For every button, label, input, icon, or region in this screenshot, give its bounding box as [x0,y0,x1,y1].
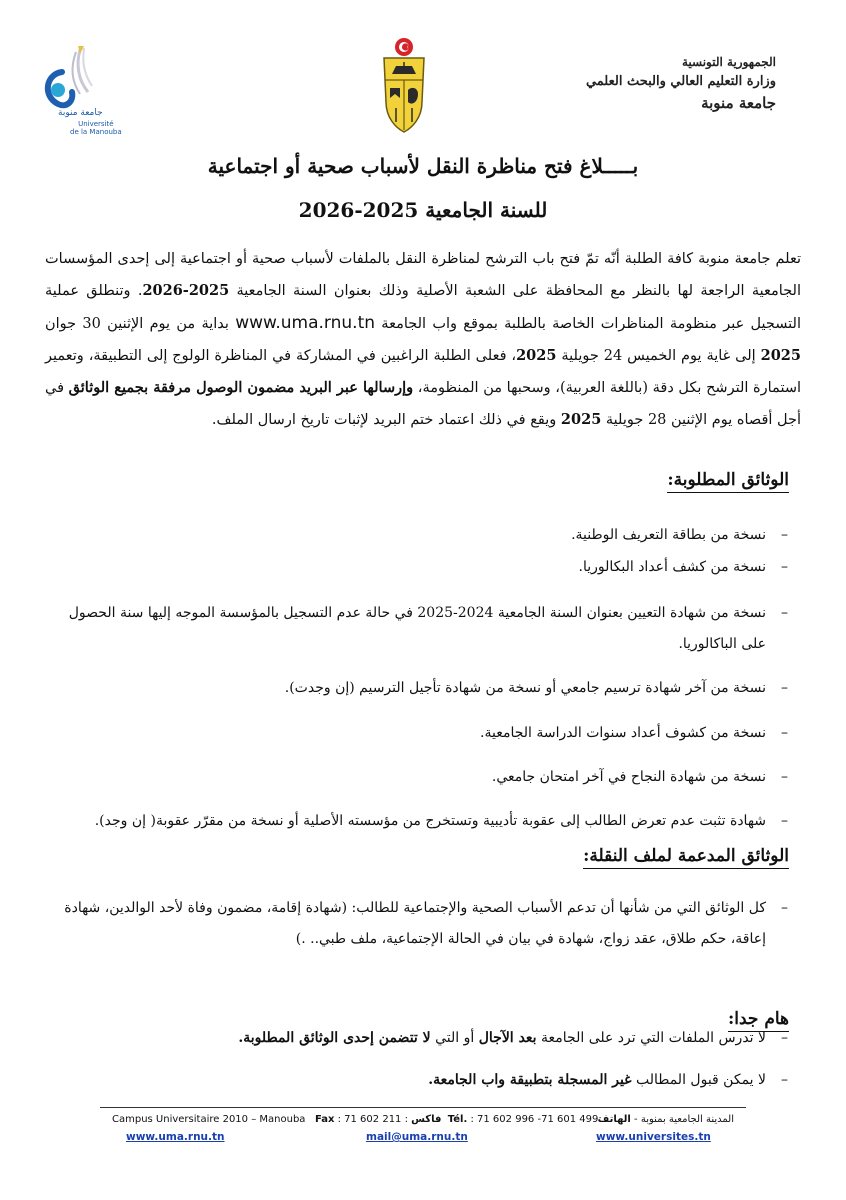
footer-email-link[interactable]: mail@uma.rnu.tn [366,1131,468,1143]
list-item: – نسخة من كشوف أعداد سنوات الدراسة الجامعية. [45,718,788,749]
government-header [586,52,776,114]
list-item: – نسخة من شهادة التعيين بعنوان السنة الجامعية 2024-2025 في حالة عدم التسجيل بالمؤسسة الموجه إليها سنة الحصول على الباكالوريا. [45,598,788,660]
list-item: – نسخة من شهادة النجاح في آخر امتحان جامعي. [45,762,788,793]
list-item: – كل الوثائق التي من شأنها أن تدعم الأسباب الصحية والإجتماعية للطالب: (شهادة إقامة، مضمون وفاة لأحد الوالدين، شهادة إعاقة، حكم طلاق، عقد زواج، شهادة في بيان في الحالة الإجتماعية، ملف طبي.. .) [45,893,788,955]
letterhead [0,0,846,140]
list-item: – شهادة تثبت عدم تعرض الطالب إلى عقوبة تأديبية وتستخرج من مؤسسته الأصلية أو نسخة من مقرّر عقوبة( إن وجد). [45,806,788,837]
list-item: – نسخة من بطاقة التعريف الوطنية. [45,520,788,551]
footer-universities-link[interactable]: www.universites.tn [596,1131,711,1143]
list-item: – لا يمكن قبول المطالب غير المسجلة بتطبيقة واب الجامعة. [45,1065,788,1096]
important-heading: هام جدا: [728,1009,789,1032]
supporting-documents-heading: الوثائق المدعمة لملف النقلة: [583,846,789,869]
academic-year-title: للسنة الجامعية 2025-2026 [298,198,548,222]
announcement-title: بـــــلاغ فتح مناظرة النقل لأسباب صحية أو اجتماعية [207,154,639,178]
tunisia-coat-of-arms-icon [372,36,436,134]
university-website-link[interactable]: www.uma.rnu.tn [235,313,376,333]
ministry-name: وزارة التعليم العالي والبحث العلمي [585,74,776,89]
required-documents-heading: الوثائق المطلوبة: [667,470,789,493]
republic-name: الجمهورية التونسية [681,55,776,69]
footer-address-ar: المدينة الجامعية بمنوبة - الهاتف [597,1114,734,1125]
list-item: – نسخة من كشف أعداد البكالوريا. [45,552,788,583]
footer-address-fr: Campus Universitaire 2010 – Manouba Fax : 71 602 211 : فاكس Tél. : 71 602 996 -71 601 499: [112,1114,602,1125]
list-item: – نسخة من آخر شهادة ترسيم جامعي أو نسخة من شهادة تأجيل الترسيم (إن وجدت). [45,673,788,704]
logo-french-text: Université de la Manouba [70,120,122,136]
university-manouba-logo-icon [18,44,128,138]
footer-divider [100,1107,746,1108]
footer-website-link[interactable]: www.uma.rnu.tn [126,1131,225,1143]
list-item: – لا تدرس الملفات التي ترد على الجامعة بعد الآجال أو التي لا تتضمن إحدى الوثائق المطلوبة. [45,1023,788,1054]
announcement-body: تعلم جامعة منوبة كافة الطلبة أنّه تمّ فتح باب الترشح لمناظرة النقل بالملفات لأسباب صحية أو اجتماعية إلى إحدى المؤسسات الجامعية الراجعة لها بالنظر مع المحافظة على الشعبة الأصلية وذلك بعنوان السنة الجامعية 2025-2026. وتنطلق عملية التسجيل عبر منظومة المناظرات الخاصة بالطلبة بموقع واب الجامعة www.uma.rnu.tn بداية من يوم الإثنين 30 جوان 2025 إلى غاية يوم الخميس 24 جويلية 2025، فعلى الطلبة الراغبين في المشاركة في المناظرة الولوج إلى التطبيقة، وتعمير استمارة الترشح بكل دقة (باللغة العربية)، وسحبها من المنظومة، وإرسالها عبر البريد مضمون الوصول مرفقة بجميع الوثائق في أجل أقصاه يوم الإثنين 28 جويلية 2025 ويقع في ذلك اعتماد ختم البريد لإثبات تاريخ ارسال الملف. [45,251,802,428]
logo-arabic-text: جامعة منوبة [58,108,103,118]
university-name: جامعة منوبة [701,94,776,112]
